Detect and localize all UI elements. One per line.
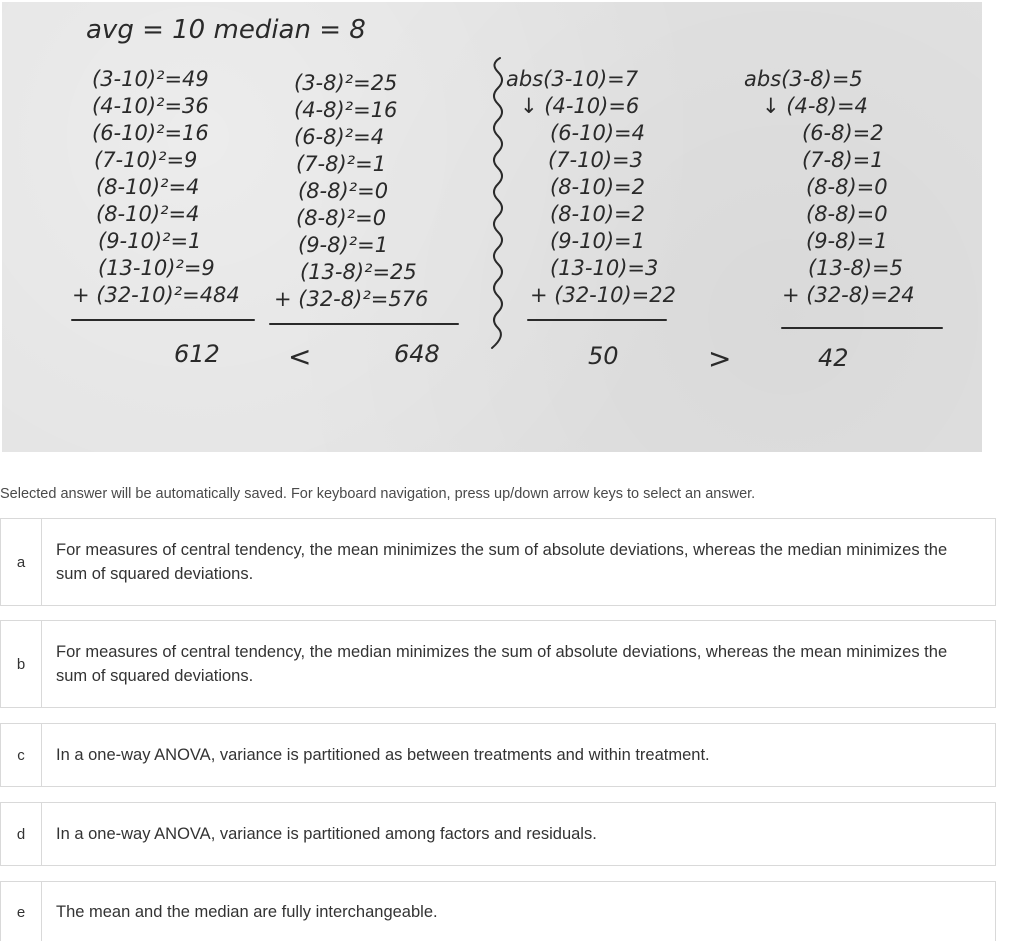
option-text: The mean and the median are fully interchangeable.	[56, 903, 438, 921]
col2-line: (9-8)²=1	[298, 233, 389, 257]
col4-line: (7-8)=1	[802, 148, 884, 172]
col2-line: (7-8)²=1	[296, 152, 387, 176]
compare-greater-than: >	[708, 342, 732, 375]
option-e[interactable]	[0, 881, 996, 941]
handwritten-notes-drawing	[2, 2, 982, 452]
col3-line: ↓ (4-10)=6	[520, 94, 640, 118]
col3-line: (8-10)=2	[550, 202, 646, 226]
col2-line: (6-8)²=4	[294, 125, 385, 149]
option-text: For measures of central tendency, the median minimizes the sum of absolute deviations, whereas the mean minimizes the sum of squared deviations.	[56, 643, 948, 685]
col3-total: 50	[588, 342, 619, 370]
col1-line: (4-10)²=36	[92, 94, 209, 118]
col4-line: (8-8)=0	[806, 175, 888, 199]
col3-line: (7-10)=3	[548, 148, 644, 172]
col4-line: (8-8)=0	[806, 202, 888, 226]
compare-less-than: <	[288, 340, 312, 373]
col2-line: (8-8)²=0	[298, 179, 389, 203]
col1-line: + (32-10)²=484	[72, 283, 240, 307]
header-text: avg = 10 median = 8	[86, 15, 366, 45]
col4-total: 42	[818, 344, 849, 372]
col2-total: 648	[394, 340, 440, 368]
col4-line: (9-8)=1	[806, 229, 888, 253]
col4-line: (6-8)=2	[802, 121, 884, 145]
col1-line: (3-10)²=49	[92, 67, 209, 91]
option-text: In a one-way ANOVA, variance is partitioned among factors and residuals.	[56, 825, 597, 843]
col2-line: (3-8)²=25	[294, 71, 398, 95]
option-text: For measures of central tendency, the mean minimizes the sum of absolute deviations, whereas the median minimizes the sum of squared deviations.	[56, 541, 948, 583]
col1-line: (8-10)²=4	[96, 202, 200, 226]
col1-line: (8-10)²=4	[96, 175, 200, 199]
option-letter: d	[1, 803, 42, 865]
option-letter: e	[1, 882, 42, 941]
col2-line: (8-8)²=0	[296, 206, 387, 230]
col1-total: 612	[174, 340, 220, 368]
option-c[interactable]	[0, 723, 996, 787]
col4-line: (13-8)=5	[808, 256, 904, 280]
option-letter: b	[1, 621, 42, 707]
col1-line: (7-10)²=9	[94, 148, 198, 172]
option-b[interactable]	[0, 620, 996, 708]
col1-line: (13-10)²=9	[98, 256, 215, 280]
col2-group	[270, 71, 458, 368]
col1-line: (9-10)²=1	[98, 229, 202, 253]
col3-line: (6-10)=4	[550, 121, 646, 145]
col4-group	[744, 67, 942, 372]
col4-line: + (32-8)=24	[782, 283, 915, 307]
col2-line: (13-8)²=25	[300, 260, 417, 284]
col1-line: (6-10)²=16	[92, 121, 209, 145]
answer-instructions: Selected answer will be automatically saved. For keyboard navigation, press up/down arrow keys to select an answer.	[0, 486, 756, 502]
col3-line: (9-10)=1	[550, 229, 646, 253]
brace-divider	[492, 58, 502, 348]
col2-line: + (32-8)²=576	[274, 287, 429, 311]
option-a[interactable]	[0, 518, 996, 606]
col4-line: ↓ (4-8)=4	[762, 94, 868, 118]
option-text: In a one-way ANOVA, variance is partitioned as between treatments and within treatment.	[56, 746, 710, 764]
option-d[interactable]	[0, 802, 996, 866]
col3-line: (13-10)=3	[550, 256, 659, 280]
col3-line: (8-10)=2	[550, 175, 646, 199]
handwritten-notes-image	[2, 2, 982, 452]
col4-line: abs(3-8)=5	[744, 67, 863, 91]
option-letter: c	[1, 724, 42, 786]
col3-line: + (32-10)=22	[530, 283, 676, 307]
col3-line: abs(3-10)=7	[506, 67, 639, 91]
option-letter: a	[1, 519, 42, 605]
col2-line: (4-8)²=16	[294, 98, 398, 122]
col1-group	[72, 67, 254, 368]
col3-group	[506, 67, 676, 370]
